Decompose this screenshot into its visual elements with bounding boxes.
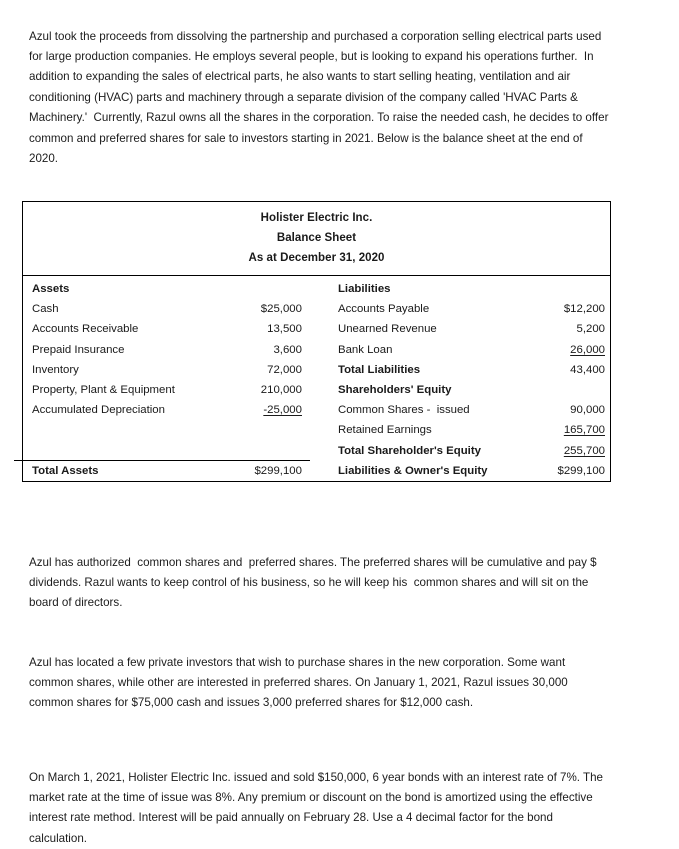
total-liabilities-row [338,360,610,380]
equity-heading-row [338,380,610,400]
total-liabilities-equity-amount: $299,100 [557,464,605,477]
total-equity-label: Total Shareholder's Equity [337,444,481,457]
row-label: Accounts Receivable [32,323,139,336]
row-amount: 3,600 [273,343,302,356]
total-liabilities-equity-row [338,461,610,481]
assets-heading: Assets [32,283,70,295]
statement-date: As at December 31, 2020 [248,252,385,264]
row-label: Prepaid Insurance [32,343,125,356]
total-equity-row [338,441,610,461]
table-row [338,420,610,440]
row-amount: 72,000 [267,363,302,376]
total-assets-amount: $299,100 [254,464,302,477]
total-equity-amount: 255,700 [563,444,605,457]
row-amount: 13,500 [267,323,302,336]
paragraph-authorized-shares: Azul has authorized common shares and preferred shares. The preferred shares will be cumulative and pay $ dividends. Razul wants to keep control of his business, so he will keep his common shares and will sit on the board of directors. [29,555,600,610]
table-row [32,319,318,339]
paragraph-bond-issue: On March 1, 2021, Holister Electric Inc. issued and sold $150,000, 6 year bonds with an interest rate of 7%. The market rate at the time of issue was 8%. Any premium or discount on the bond is amortized using the effective interest rate method. Interest will be paid annually on February 28. Use a 4 decimal factor for the bond calculation. [29,770,607,845]
table-row [338,299,610,319]
table-row [32,360,318,380]
liabilities-heading: Liabilities [337,283,391,295]
assets-heading-row [32,279,318,299]
paragraph-private-investors: Azul has located a few private investors that wish to purchase shares in the new corporation. Some want common shares, while other are interested in preferred shares. On January 1, 2021, Razul issues 30,000 common shares for $75,000 cash and issues 3,000 preferred shares for $12,000 cash. [29,655,571,710]
total-liabilities-label: Total Liabilities [337,363,421,376]
table-row [338,340,610,360]
row-amount: 90,000 [570,404,605,417]
balance-sheet-table [22,201,611,482]
table-row [32,299,318,319]
row-amount: 210,000 [260,383,302,396]
row-amount: $25,000 [260,303,302,316]
table-row [32,340,318,360]
company-name: Holister Electric Inc. [260,212,373,224]
row-amount: 5,200 [576,323,605,336]
row-label: Unearned Revenue [337,323,437,336]
table-row [32,400,318,420]
table-row [338,400,610,420]
row-label: Common Shares - issued [337,404,470,417]
liabilities-column [318,279,610,481]
row-label: Property, Plant & Equipment [32,383,175,396]
row-label: Accounts Payable [337,303,430,316]
row-label: Bank Loan [337,343,393,356]
balance-sheet-body [23,276,610,481]
row-label: Inventory [32,363,79,376]
liabilities-heading-row [338,279,610,299]
balance-sheet-title-block [23,202,610,276]
total-liabilities-equity-label: Liabilities & Owner's Equity [337,464,488,477]
row-label: Accumulated Depreciation [32,404,165,417]
row-amount: -25,000 [263,404,302,417]
table-row [338,319,610,339]
assets-spacer-row-1 [32,420,318,440]
equity-heading: Shareholders' Equity [337,383,452,396]
row-label: Retained Earnings [337,424,432,437]
total-assets-label: Total Assets [32,464,99,477]
assets-column [23,279,318,481]
table-row [32,380,318,400]
paragraph-intro: Azul took the proceeds from dissolving the partnership and purchased a corporation selling electrical parts used for large production companies. He employs several people, but is looking to expand his operations further. In addition to expanding the sales of electrical parts, he also wants to start selling heating, ventilation and air conditioning (HVAC) parts and machinery through a separate division of the company called 'HVAC Parts & Machinery.' Currently, Razul owns all the shares in the corporation. To raise the needed cash, he decides to offer common and preferred shares for sale to investors starting in 2021. Below is the balance sheet at the end of 2020. [29,29,612,166]
statement-name: Balance Sheet [276,232,357,244]
total-liabilities-amount: 43,400 [570,363,605,376]
row-amount: 26,000 [570,343,605,356]
total-assets-row [32,461,318,481]
assets-spacer-row-2 [32,441,318,461]
total-assets-rule [14,460,310,461]
row-label: Cash [32,303,59,316]
row-amount: $12,200 [563,303,605,316]
row-amount: 165,700 [563,424,605,437]
